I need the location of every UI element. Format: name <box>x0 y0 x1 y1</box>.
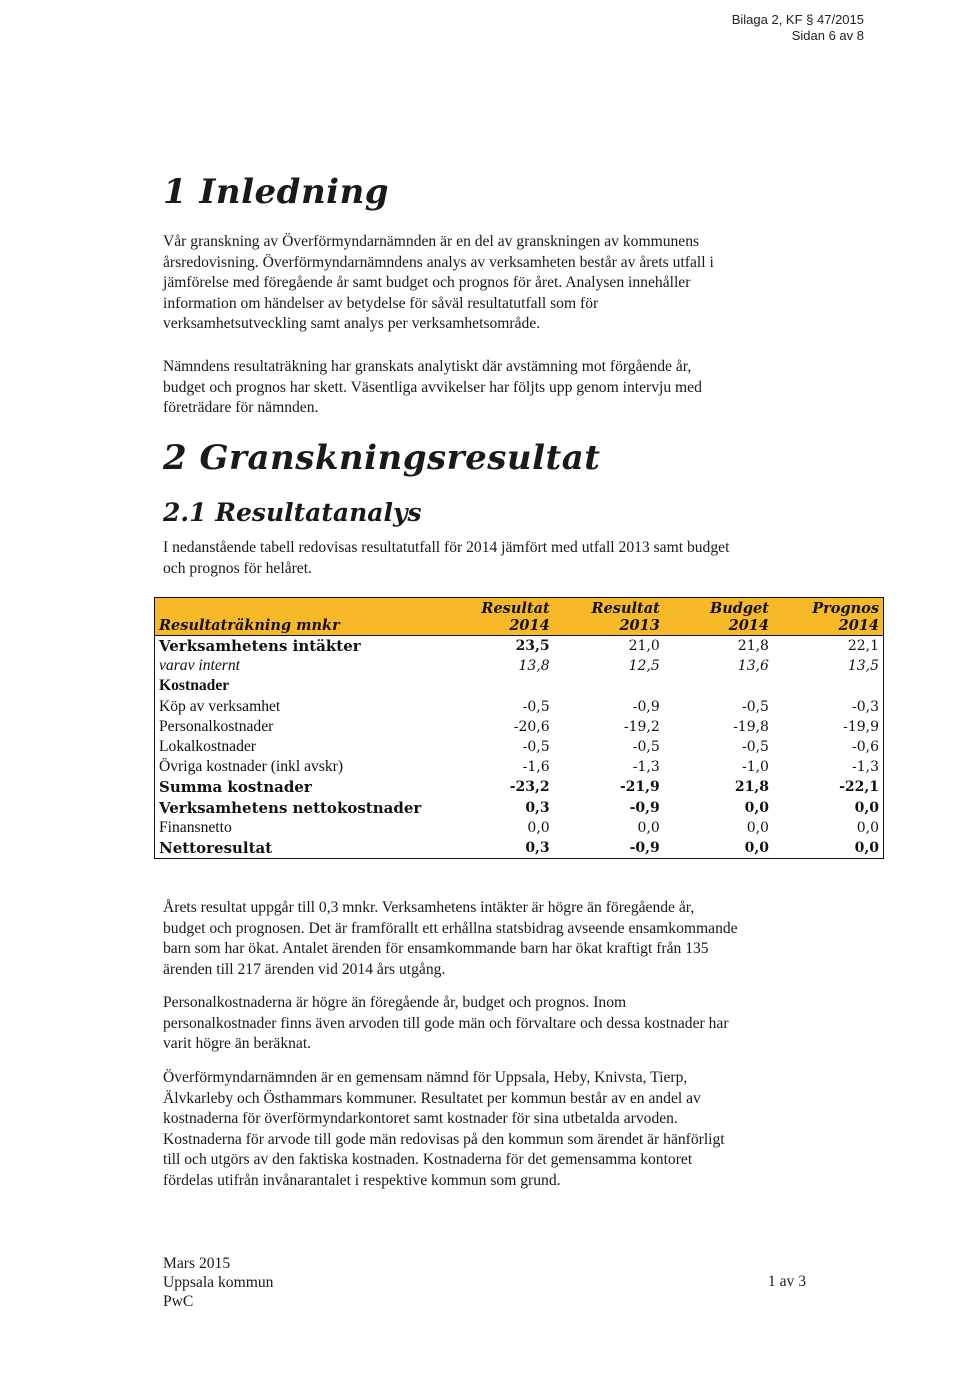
table-row: Övriga kostnader (inkl avskr) -1,6 -1,3 -1,0 -1,3 <box>159 758 879 776</box>
footer-firm: PwC <box>163 1293 194 1310</box>
page-number: 1 av 3 <box>767 1273 806 1290</box>
attachment-stamp <box>732 12 864 44</box>
table-header-row <box>155 598 884 636</box>
table-row: varav internt 13,8 12,5 13,6 13,5 <box>159 657 879 675</box>
table-row: Verksamhetens nettokostnader 0,3 -0,9 0,0 0,0 <box>159 798 879 817</box>
heading-inledning: 1 Inledning <box>163 172 390 212</box>
analysis-paragraph-3: Överförmyndarnämnden är en gemensam nämnd för Uppsala, Heby, Knivsta, Tierp, Älvkarleby och Östhammars kommuner. Resultatet per kommun består av en andel av kostnaderna för överförmyndarkontoret samt kostnader för sina utbetalda arvoden. Kostnaderna för arvode till gode män redovisas på den kommun som ärendet är hänförligt till och utgörs av den faktiska kostnaden. Kostnaderna för det gemensamma kontoret fördelas utifrån invånarantalet i respektive kommun som grund. <box>163 1069 725 1189</box>
column-header-prognos-2014: Prognos 2014 <box>773 598 884 636</box>
stamp-line-1: Bilaga 2, KF § 47/2015 <box>731 12 864 27</box>
column-header-budget-2014: Budget 2014 <box>664 598 773 636</box>
table-row: Köp av verksamhet -0,5 -0,9 -0,5 -0,3 <box>159 697 879 715</box>
table-row: Summa kostnader -23,2 -21,9 21,8 -22,1 <box>159 778 879 797</box>
table-row: Kostnader <box>159 677 230 695</box>
resultatanalys-intro: I nedanstående tabell redovisas resultatutfall för 2014 jämfört med utfall 2013 samt budget och prognos för helåret. <box>163 539 730 577</box>
column-header-resultat-2014: Resultat 2014 <box>444 598 554 636</box>
heading-resultatanalys: 2.1 Resultatanalys <box>163 498 422 527</box>
table-label-header: Resultaträkning mnkr <box>155 598 444 636</box>
inledning-paragraph-1: Vår granskning av Överförmyndarnämnden är en del av granskningen av kommunens årsredovisning. Överförmyndarnämndens analys av verksamheten består av årets utfall i jämförelse med föregående år samt budget och prognos för året. Analysen innehåller information om händelser av betydelse för såväl resultatutfall som för verksamhetsutveckling samt analys per verksamhetsområde. <box>163 233 714 333</box>
column-header-resultat-2013: Resultat 2013 <box>554 598 664 636</box>
heading-granskningsresultat: 2 Granskningsresultat <box>163 438 601 478</box>
footer-info <box>163 1254 273 1311</box>
table-row: Personalkostnader -20,6 -19,2 -19,8 -19,9 <box>159 717 879 735</box>
inledning-paragraph-2: Nämndens resultaträkning har granskats analytiskt där avstämning mot förgående år, budget och prognos har skett. Väsentliga avvikelser har följts upp genom intervju med företrädare för nämnden. <box>163 358 702 417</box>
table-row: Finansnetto 0,0 0,0 0,0 0,0 <box>159 818 879 836</box>
footer-date: Mars 2015 <box>163 1255 231 1272</box>
result-table <box>154 597 884 859</box>
stamp-line-2: Sidan 6 av 8 <box>791 28 864 43</box>
table-row: Verksamhetens intäkter 23,5 21,0 21,8 22,1 <box>159 637 879 655</box>
footer-org: Uppsala kommun <box>163 1274 274 1291</box>
table-row: Lokalkostnader -0,5 -0,5 -0,5 -0,6 <box>159 738 879 756</box>
analysis-paragraph-2: Personalkostnaderna är högre än föregående år, budget och prognos. Inom personalkostnader finns även arvoden till gode män och förvaltare och dessa kostnader har varit högre än beräknat. <box>163 994 729 1053</box>
analysis-paragraph-1: Årets resultat uppgår till 0,3 mnkr. Verksamhetens intäkter är högre än föregående år, budget och prognosen. Det är framförallt ett erhållna statsbidrag avseende ensamkommande barn som har ökat. Antalet ärenden för ensamkommande barn har ökat kraftigt från 135 ärenden till 217 ärenden vid 2014 års utgång. <box>163 899 738 978</box>
table-row: Nettoresultat 0,3 -0,9 0,0 0,0 <box>159 839 879 858</box>
